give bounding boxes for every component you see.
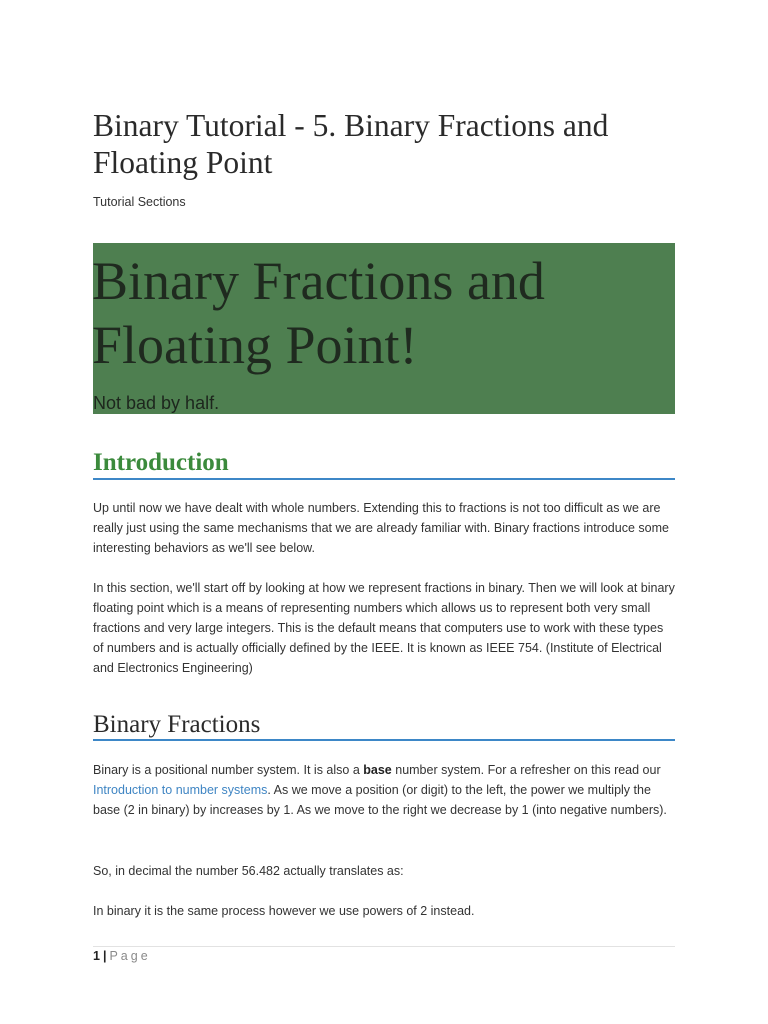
page-number: 1 (93, 949, 100, 963)
binary-fractions-heading: Binary Fractions (93, 711, 261, 738)
number-systems-link[interactable]: Introduction to number systems (93, 783, 268, 797)
footer-separator: | (102, 949, 107, 963)
paragraph-text: . As we move a position (or digit) to the left, the power we multiply the base (2 in binary) by increases by 1. As we move to the right we decrease by 1 (into negative numbers). (93, 783, 667, 817)
page-label: Page (109, 949, 151, 963)
binary-fractions-paragraph-3: In binary it is the same process however we use powers of 2 instead. (93, 904, 475, 918)
introduction-paragraph-1: Up until now we have dealt with whole numbers. Extending this to fractions is not too difficult as we are really just using the same mechanisms that we are already familiar with. Binary fractions introduce some interesting behaviors as we'll see below. (93, 501, 669, 555)
document-title: Binary Tutorial - 5. Binary Fractions and Floating Point (93, 108, 609, 180)
binary-fractions-paragraph-1 (93, 760, 675, 820)
introduction-heading-rule (93, 478, 675, 480)
introduction-paragraph-2: In this section, we'll start off by looking at how we represent fractions in binary. Then we will look at binary floating point which is a means of representing numbers which allows us to represent both very small fractions and very large integers. This is the default means that computers use to work with these types of numbers and is actually officially defined by the IEEE. It is known as IEEE 754. (Institute of Electrical and Electronics Engineering) (93, 581, 675, 675)
page-footer (93, 948, 151, 964)
hero-subtitle: Not bad by half. (93, 393, 220, 413)
paragraph-text: number system. For a refresher on this read our (391, 763, 661, 777)
introduction-heading: Introduction (93, 449, 229, 476)
base-term: base (363, 763, 392, 777)
hero-title: Binary Fractions and Floating Point! (92, 251, 545, 375)
tutorial-sections-link[interactable]: Tutorial Sections (93, 195, 186, 209)
hero-banner (93, 243, 675, 414)
binary-fractions-paragraph-2: So, in decimal the number 56.482 actually translates as: (93, 864, 404, 878)
binary-fractions-heading-rule (93, 739, 675, 741)
paragraph-text: Binary is a positional number system. It is also a (93, 763, 364, 777)
footer-divider (93, 946, 675, 947)
